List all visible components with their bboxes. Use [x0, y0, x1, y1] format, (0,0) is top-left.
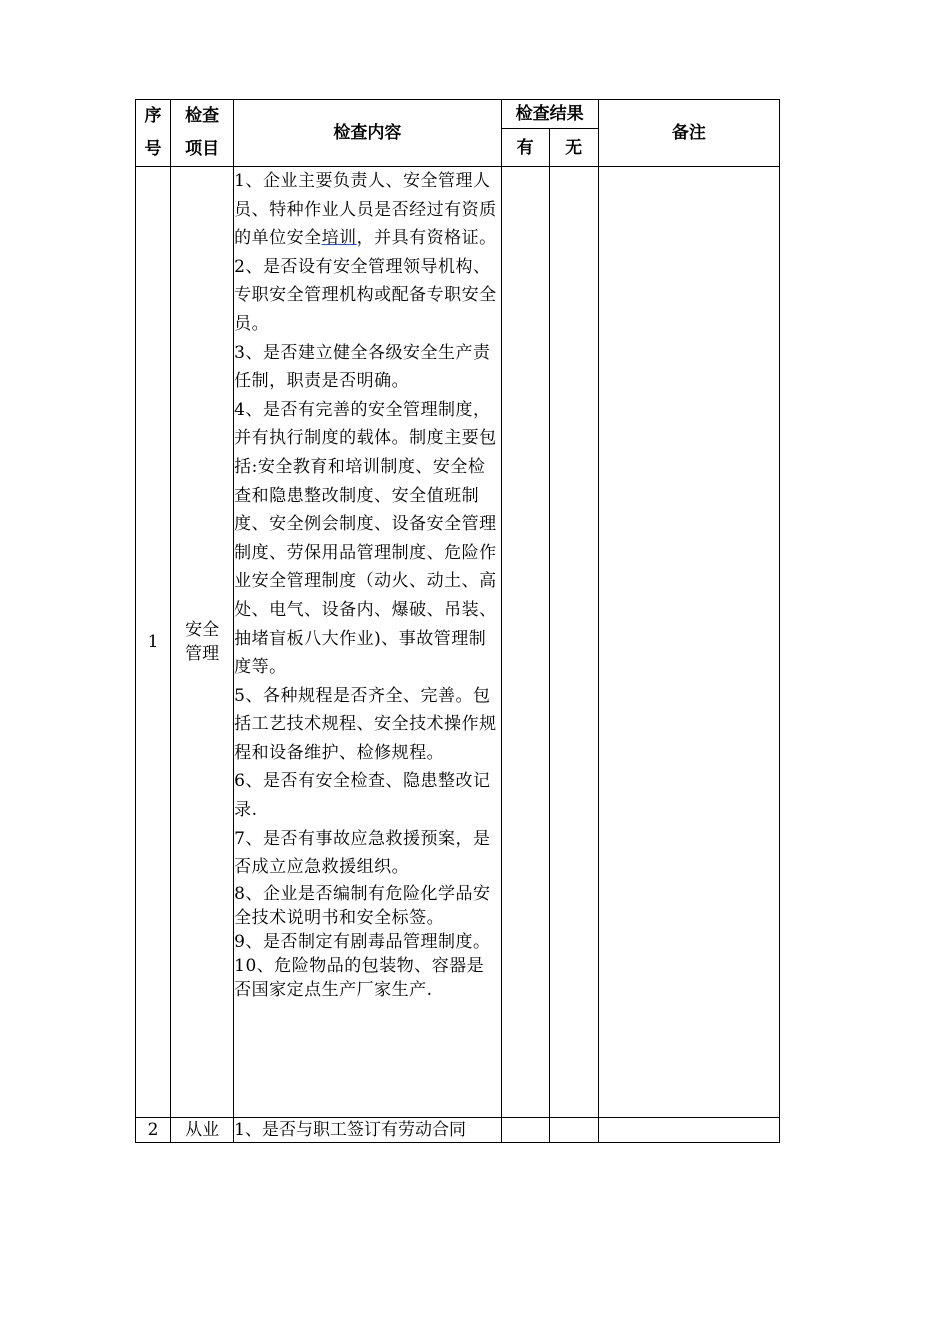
row-number: 2 [136, 1118, 171, 1143]
row-item: 从业 [171, 1118, 234, 1143]
header-remark: 备注 [598, 100, 779, 167]
header-seq: 序号 [136, 100, 171, 167]
inspection-table [135, 99, 780, 1143]
header-content: 检查内容 [234, 100, 501, 167]
table-row [136, 167, 780, 1118]
content-paragraph: 8、企业是否编制有危险化学品安全技术说明书和安全标签。 [234, 883, 491, 928]
content-paragraph: 7、是否有事故应急救援预案，是否成立应急救援组织。 [234, 828, 491, 878]
row-number: 1 [136, 167, 171, 1118]
training-link[interactable]: 培训 [321, 228, 357, 249]
result-no-cell[interactable] [549, 167, 598, 1118]
content-paragraph: 4、是否有完善的安全管理制度，并有执行制度的载体。制度主要包括:安全教育和培训制度、安全检查和隐患整改制度、安全值班制度、安全例会制度、设备安全管理制度、劳保用品管理制度、危险作业安全管理制度（动火、动土、高处、电气、设备内、爆破、吊装、抽堵盲板八大作业)、事故管理制度等。 [234, 399, 497, 678]
content-paragraph: 6、是否有安全检查、隐患整改记录. [234, 771, 491, 821]
row-item: 安全管理 [171, 167, 234, 1118]
remark-cell[interactable] [598, 1118, 779, 1143]
row-content: 1、是否与职工签订有劳动合同 [234, 1118, 501, 1143]
result-yes-cell[interactable] [501, 167, 549, 1118]
result-no-cell[interactable] [549, 1118, 598, 1143]
table-row [136, 1118, 780, 1143]
content-paragraph: 2、是否设有安全管理领导机构、专职安全管理机构或配备专职安全员。 [234, 256, 497, 334]
content-paragraph: 9、是否制定有剧毒品管理制度。 [234, 931, 491, 952]
content-paragraph: 5、各种规程是否齐全、完善。包括工艺技术规程、安全技术操作规程和设备维护、检修规程。 [234, 685, 497, 763]
content-paragraph: 3、是否建立健全各级安全生产责任制，职责是否明确。 [234, 342, 491, 392]
content-paragraph: 10、危险物品的包装物、容器是否国家定点生产厂家生产. [234, 955, 485, 1000]
header-yes: 有 [501, 129, 549, 167]
header-item: 检查项目 [171, 100, 234, 167]
result-yes-cell[interactable] [501, 1118, 549, 1143]
remark-cell[interactable] [598, 167, 779, 1118]
header-result: 检查结果 [501, 100, 598, 129]
content-paragraph: 1、企业主要负责人、安全管理人员、特种作业人员是否经过有资质的单位安全培训，并具有资格证。 [234, 171, 497, 249]
header-no: 无 [549, 129, 598, 167]
row-content [234, 167, 501, 1118]
